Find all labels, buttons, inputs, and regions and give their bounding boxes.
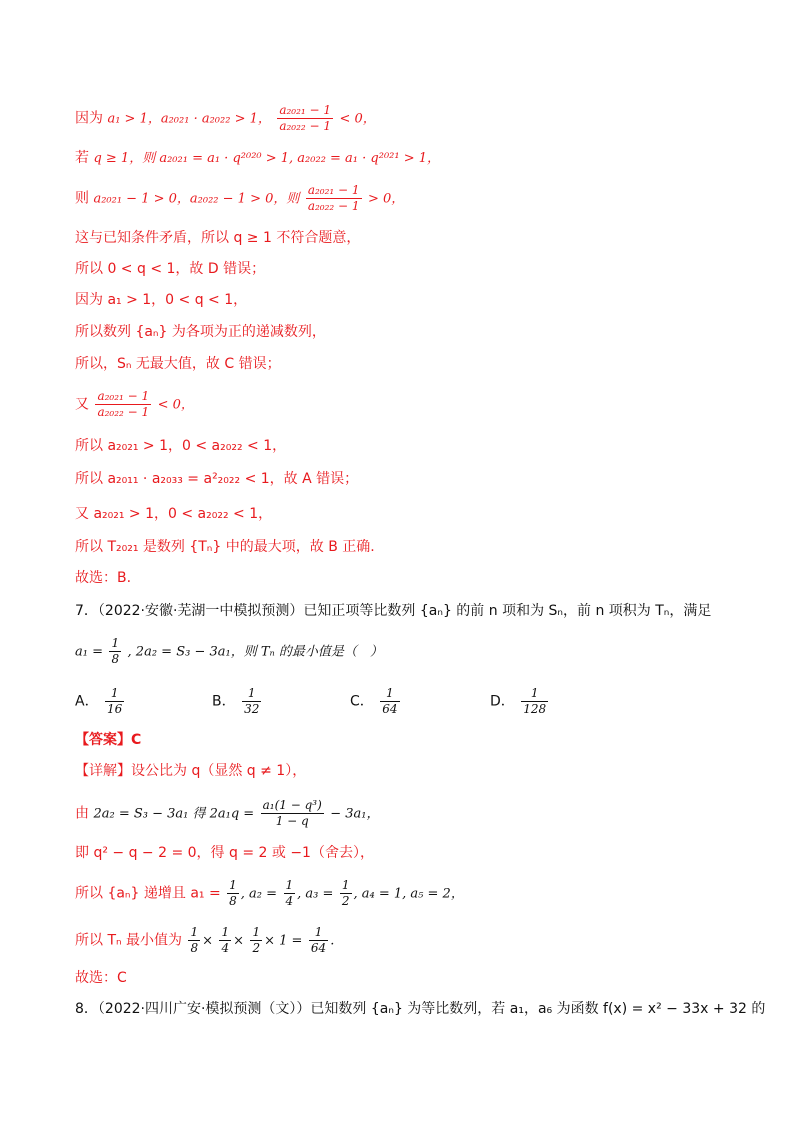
- solution-line-4: 这与已知条件矛盾，所以 q ≥ 1 不符合题意，: [75, 230, 361, 246]
- frac-num: 1: [309, 925, 328, 941]
- math: > 0，: [367, 191, 405, 207]
- fraction: [277, 103, 333, 134]
- math: q ≥ 1，则 a₂₀₂₁ = a₁ · q²⁰²⁰ > 1, a₂₀₂₂ = a₁ · q²⁰²¹ > 1，: [93, 151, 441, 166]
- frac-den: a₂₀₂₂ − 1: [97, 405, 150, 419]
- math: , 2a₂ = S₃ − 3a₁，则 Tₙ 的最小值是（ ）: [127, 644, 383, 660]
- math: < 0，: [157, 397, 194, 413]
- solution-line-6: 因为 a₁ > 1，0 < q < 1，: [75, 292, 248, 308]
- fraction: [284, 878, 296, 909]
- frac-num: a₂₀₂₁ − 1: [97, 389, 150, 403]
- solution-line-3: [75, 183, 740, 214]
- frac-den: 64: [310, 941, 327, 955]
- solution-line-2: [75, 147, 740, 170]
- option-label: B．: [212, 693, 236, 710]
- frac-den: 64: [382, 702, 398, 716]
- frac-den: a₂₀₂₂ − 1: [307, 199, 360, 213]
- fraction: [380, 686, 399, 717]
- option-a[interactable]: [75, 686, 126, 717]
- detail-choice: 故选：C: [75, 970, 127, 986]
- math: − 3a₁，: [330, 806, 380, 822]
- frac-num: 1: [105, 686, 124, 702]
- frac-num: 1: [341, 878, 350, 892]
- solution-line-10: 所以 a₂₀₂₁ > 1，0 < a₂₀₂₂ < 1，: [75, 438, 287, 454]
- fraction: [188, 925, 200, 956]
- solution-line-5: 所以 0 < q < 1，故 D 错误；: [75, 261, 266, 277]
- solution-line-12: 又 a₂₀₂₁ > 1，0 < a₂₀₂₂ < 1，: [75, 506, 273, 522]
- frac-num: 1: [380, 686, 399, 702]
- fraction: [242, 686, 261, 717]
- fraction: [261, 798, 324, 829]
- solution-line-1: [75, 103, 740, 134]
- math: ×: [202, 933, 214, 949]
- fraction: [340, 878, 352, 909]
- frac-num: 1: [252, 925, 261, 939]
- answer-label: 【答案】C: [75, 732, 142, 748]
- frac-den: 128: [523, 702, 547, 716]
- solution-line-8: 所以，Sₙ 无最大值，故 C 错误；: [75, 356, 281, 372]
- question-7-condition: [75, 636, 740, 667]
- detail-line-4: [75, 878, 740, 909]
- detail-line-5: [75, 925, 740, 956]
- text: 若: [75, 150, 89, 166]
- solution-line-13: 所以 T₂₀₂₁ 是数列 {Tₙ} 中的最大项，故 B 正确.: [75, 539, 375, 555]
- math: < 0，: [339, 111, 376, 127]
- detail-line-3: 即 q² − q − 2 = 0，得 q = 2 或 −1（舍去），: [75, 845, 374, 861]
- option-b[interactable]: [212, 686, 263, 717]
- frac-den: a₂₀₂₂ − 1: [279, 119, 332, 133]
- math: 2a₂ = S₃ − 3a₁ 得 2a₁q =: [93, 806, 255, 822]
- math: a₁ > 1，a₂₀₂₁ · a₂₀₂₂ > 1，: [107, 111, 271, 127]
- frac-num: 1: [221, 925, 230, 939]
- fraction: [109, 636, 121, 667]
- frac-den: 4: [285, 894, 294, 908]
- fraction: [309, 925, 328, 956]
- math: a₁ =: [75, 644, 103, 660]
- frac-num: 1: [285, 878, 294, 892]
- question-7-stem: 7．（2022·安徽·芜湖一中模拟预测）已知正项等比数列 {aₙ} 的前 n 项和为 Sₙ，前 n 项积为 Tₙ，满足: [75, 603, 712, 619]
- option-label: C．: [350, 693, 374, 710]
- frac-den: 16: [107, 702, 123, 716]
- fraction: [227, 878, 239, 909]
- frac-num: 1: [190, 925, 199, 939]
- option-label: A．: [75, 693, 99, 710]
- fraction: [219, 925, 231, 956]
- frac-den: 8: [229, 894, 237, 908]
- text: 又: [75, 396, 89, 413]
- frac-num: 1: [229, 878, 237, 892]
- option-c[interactable]: [350, 686, 402, 717]
- frac-num: 1: [111, 636, 120, 650]
- math: ×: [233, 933, 245, 949]
- fraction: [105, 686, 124, 717]
- frac-den: 2: [252, 941, 261, 955]
- solution-line-7: 所以数列 {aₙ} 为各项为正的递减数列，: [75, 324, 326, 340]
- option-d[interactable]: [490, 686, 550, 717]
- text: 则: [75, 190, 89, 207]
- frac-num: 1: [521, 686, 548, 702]
- math: , a₄ = 1, a₅ = 2，: [353, 886, 464, 902]
- frac-num: a₂₀₂₁ − 1: [279, 103, 332, 117]
- frac-den: 8: [111, 652, 120, 666]
- solution-line-11: 所以 a₂₀₁₁ · a₂₀₃₃ = a²₂₀₂₂ < 1，故 A 错误；: [75, 471, 359, 487]
- text: 由: [75, 805, 89, 822]
- math: , a₃ =: [297, 886, 334, 902]
- fraction: [95, 389, 151, 420]
- solution-line-9: [75, 389, 740, 420]
- frac-den: 4: [221, 941, 230, 955]
- math: , a₂ =: [240, 886, 278, 902]
- detail-line-1: 【详解】设公比为 q（显然 q ≠ 1），: [75, 763, 307, 779]
- fraction: [306, 183, 362, 214]
- frac-den: 2: [341, 894, 350, 908]
- text: 因为: [75, 110, 103, 127]
- math: a₂₀₂₁ − 1 > 0，a₂₀₂₂ − 1 > 0，则: [93, 191, 300, 207]
- fraction: [521, 686, 548, 717]
- frac-den: 8: [190, 941, 199, 955]
- frac-num: a₁(1 − q³): [262, 798, 322, 812]
- math: × 1 =: [264, 933, 303, 949]
- text: 所以 {aₙ} 递增且 a₁ =: [75, 885, 221, 902]
- frac-num: 1: [242, 686, 261, 702]
- solution-line-14: 故选：B.: [75, 570, 132, 586]
- fraction: [250, 925, 262, 956]
- frac-num: a₂₀₂₁ − 1: [307, 183, 360, 197]
- question-8-stem: 8．（2022·四川广安·模拟预测（文））已知数列 {aₙ} 为等比数列，若 a₁，a₆ 为函数 f(x) = x² − 33x + 32 的: [75, 1001, 766, 1017]
- detail-line-2: [75, 798, 740, 829]
- frac-den: 1 − q: [275, 814, 309, 828]
- option-label: D．: [490, 693, 515, 710]
- frac-den: 32: [244, 702, 260, 716]
- math: .: [330, 933, 335, 949]
- text: 所以 Tₙ 最小值为: [75, 932, 183, 949]
